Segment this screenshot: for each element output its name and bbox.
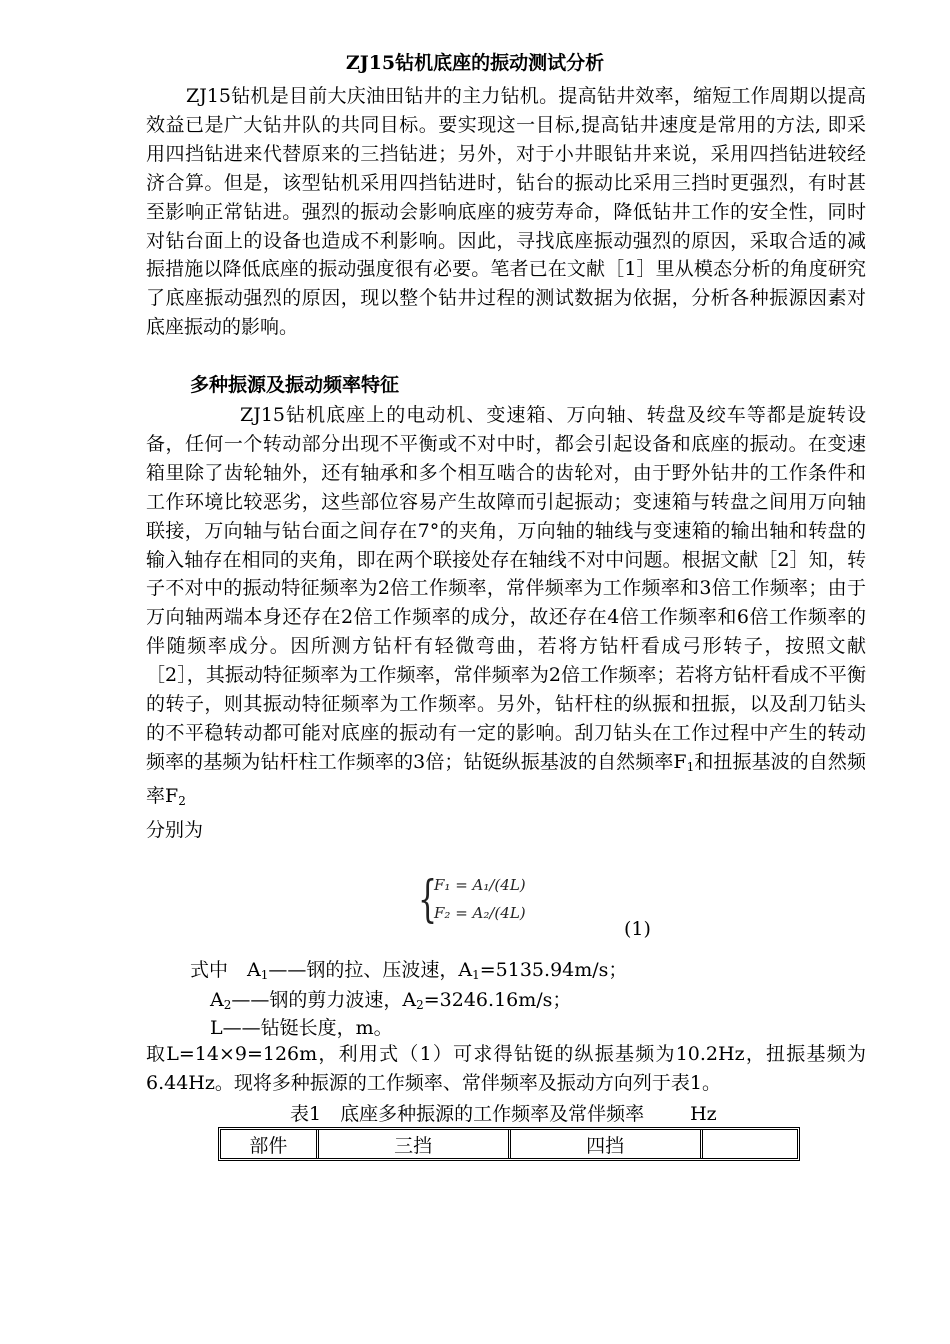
def-text: ——钢的剪力波速，A — [231, 989, 417, 1011]
section-heading: 多种振源及振动频率特征 — [190, 374, 400, 396]
paragraph-text: 分别为 — [146, 818, 204, 841]
table-caption — [290, 1099, 717, 1126]
def-text: =5135.94m/s； — [479, 959, 628, 981]
definition-a1 — [190, 955, 627, 982]
definition-a2 — [210, 985, 571, 1012]
frequency-table — [218, 1127, 800, 1161]
paragraph-text: 和扭振基波的自然频率F — [146, 750, 866, 807]
def-text: 式中 A — [190, 959, 261, 981]
formula-line-2: F₂ = A₂/(4L) — [434, 904, 526, 922]
def-text: =3246.16m/s； — [423, 989, 572, 1011]
paragraph-text: ZJ15钻机底座上的电动机、变速箱、万向轴、转盘及绞车等都是旋转设备，任何一个转动部分出现不平衡或不对中时，都会引起设备和底座的振动。在变速箱里除了齿轮轴外，还有轴承和多个相互啮合的齿轮对，由于野外钻井的工作条件和工作环境比较恶劣，这些部位容易产生故障而引起振动；变速箱与转盘之间用万向轴联接，万向轴与钻台面之间存在7°的夹角，万向轴的轴线与变速箱的输出轴和转盘的输入轴存在相同的夹角，即在两个联接处存在轴线不对中问题。根据文献［2］知，转子不对中的振动特征频率为2倍工作频率，常伴频率为工作频率和3倍工作频率；由于万向轴两端本身还存在2倍工作频率的成分，故还存在4倍工作频率和6倍工作频率的伴随频率成分。因所测方钻杆有轻微弯曲，若将方钻杆看成弓形转子，按照文献［2］，其振动特征频率为工作频率，常伴频率为2倍工作频率；若将方钻杆看成不平衡的转子，则其振动特征频率为工作频率。另外，钻杆柱的纵振和扭振，以及刮刀钻头的不平稳转动都可能对底座的振动有一定的影响。刮刀钻头在工作过程中产生的转动频率的基频为钻杆柱工作频率的3倍；钻铤纵振基波的自然频率F — [146, 404, 866, 773]
subscript: 1 — [260, 968, 269, 982]
subscript: 2 — [416, 998, 424, 1012]
document-title: ZJ15钻机底座的振动测试分析 — [345, 52, 605, 74]
table-unit: Hz — [690, 1103, 717, 1125]
formula-brace: { — [418, 870, 438, 928]
calculation-paragraph: 取L=14×9=126m，利用式（1）可求得钻铤的纵振基频为10.2Hz，扭振基频为6.44Hz。现将多种振源的工作频率、常伴频率及振动方向列于表1。 — [146, 1043, 866, 1094]
table-header-row — [221, 1130, 797, 1158]
subscript: 2 — [223, 998, 232, 1012]
definition-l: L——钻铤长度，m。 — [210, 1017, 393, 1039]
vibration-source-paragraph — [146, 401, 866, 845]
equation-number: (1) — [624, 918, 651, 940]
intro-paragraph: ZJ15钻机是目前大庆油田钻井的主力钻机。提高钻井效率，缩短工作周期以提高效益已是广大钻井队的共同目标。要实现这一目标,提高钻井速度是常用的方法, 即采用四挡钻进来代替原来的三挡钻进；另外，对于小井眼钻井来说，采用四挡钻进较经济合算。但是，该型钻机采用四挡钻进时，钻台的振动比采用三挡时更强烈，有时甚至影响正常钻进。强烈的振动会影响底座的疲劳寿命，降低钻井工作的安全性，同时对钻台面上的设备也造成不利影响。因此，寻找底座振动强烈的原因，采取合适的减振措施以降低底座的振动强度很有必要。笔者已在文献［1］里从模态分析的角度研究了底座振动强烈的原因，现以整个钻井过程的测试数据为依据，分析各种振源因素对底座振动的影响。 — [146, 85, 866, 339]
subscript: 1 — [472, 968, 480, 982]
header-cell-fourth-gear: 四挡 — [511, 1130, 703, 1158]
formula-line-1: F₁ = A₁/(4L) — [434, 876, 526, 894]
subscript: 2 — [178, 793, 186, 808]
header-cell-part: 部件 — [221, 1130, 319, 1158]
def-text: A — [210, 989, 224, 1011]
subscript: 1 — [686, 759, 695, 774]
caption-text: 表1 底座多种振源的工作频率及常伴频率 — [290, 1103, 645, 1125]
def-text: ——钢的拉、压波速，A — [268, 959, 473, 981]
header-cell-third-gear: 三挡 — [319, 1130, 511, 1158]
formula-block — [418, 872, 618, 932]
header-cell-empty — [703, 1130, 797, 1158]
